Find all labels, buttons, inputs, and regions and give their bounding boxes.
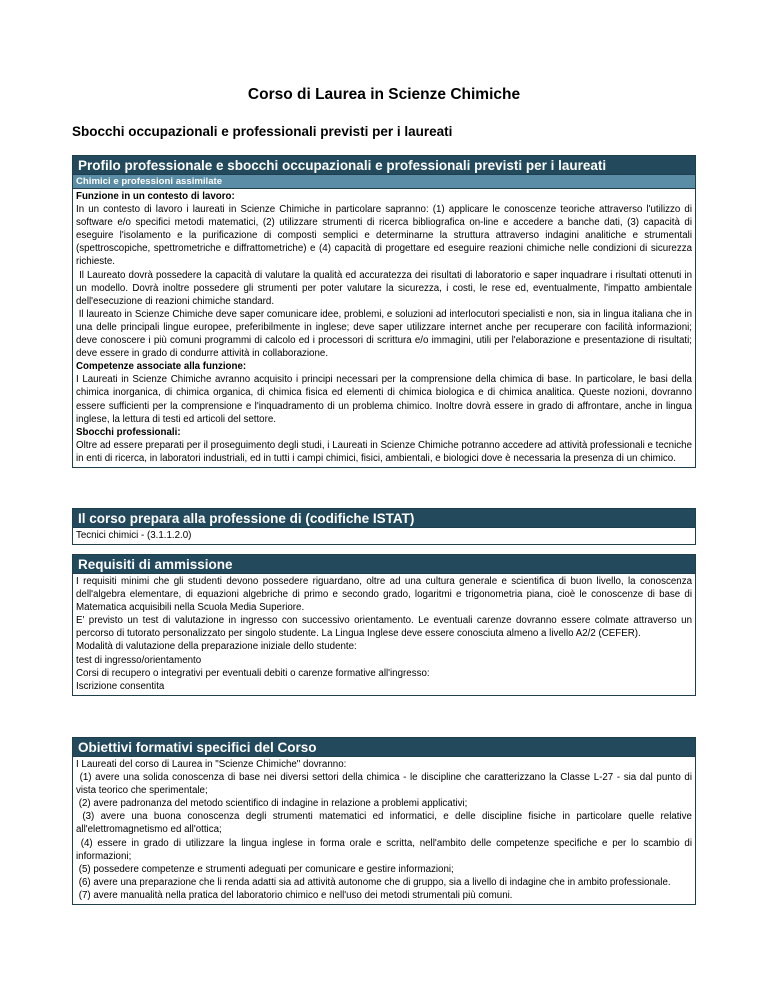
competenze-label: Competenze associate alla funzione: (76, 361, 247, 373)
obiettivi-body (73, 757, 695, 904)
profilo-body (73, 189, 695, 467)
requisiti-header: Requisiti di ammissione (73, 555, 695, 574)
obiettivi-section (72, 737, 696, 905)
obiettivi-item: (6) avere una preparazione che li renda adatti sia ad attività autonome che di gruppo, sia a livello di indagine che in ambito professionale. (78, 876, 671, 888)
istat-body (73, 528, 695, 544)
funzione-label: Funzione in un contesto di lavoro: (76, 191, 235, 202)
sbocchi-label: Sbocchi professionali: (76, 426, 181, 438)
profilo-section (72, 155, 696, 468)
obiettivi-item: (3) avere una buona conoscenza degli strumenti matematici ed informatici, e delle discipline fisiche in particolare quelle relative all'elettromagnetismo ed all'ottica; (76, 811, 692, 836)
istat-section (72, 508, 696, 545)
requisiti-line: I requisiti minimi che gli studenti devono possedere riguardano, oltre ad una cultura generale e scientifica di buon livello, la conoscenza dell'algebra elementare, di equazioni algebriche di primo e secondo grado, logaritmi e trigonometria piana, cioè le conoscenze di base di Matematica acquisibili nella Scuola Media Superiore. (76, 576, 692, 614)
funzione-paragraph-3: Il laureato in Scienze Chimiche deve saper comunicare idee, problemi, e soluzioni ad interlocutori specialisti e non, sia in lingua italiana che in una delle principali lingue europee, preferibilmente in inglese; deve saper utilizzare internet anche per recuperare con facilità informazioni; deve conoscere i più comuni programmi di calcolo ed i processori di scrittura e/o immagini, utili per l'elaborazione e presentazione di risultati; deve essere in grado di condurre attività in collaborazione. (76, 308, 692, 360)
requisiti-line: test di ingresso/orientamento (76, 654, 202, 666)
requisiti-line: E' previsto un test di valutazione in ingresso con successivo orientamento. Le eventuali carenze dovranno essere colmate attraverso un percorso di tutorato personalizzato per singolo studente. La Lingua Inglese deve essere conosciuta almeno a livello A2/2 (CEFER). (76, 615, 692, 640)
page-title: Corso di Laurea in Scienze Chimiche (247, 86, 521, 103)
obiettivi-intro: I Laureati del corso di Laurea in "Scienze Chimiche" dovranno: (76, 759, 347, 770)
requisiti-line: Iscrizione consentita (76, 680, 165, 692)
page-subtitle: Sbocchi occupazionali e professionali previsti per i laureati (72, 124, 453, 139)
obiettivi-item: (1) avere una solida conoscenza di base nei diversi settori della chimica - le discipline che caratterizzano la Classe L-27 - sia dal punto di vista teorico che sperimentale; (76, 772, 692, 797)
requisiti-body (73, 574, 695, 695)
obiettivi-item: (7) avere manualità nella pratica del laboratorio chimico e nell'uso dei metodi strumentali più comuni. (78, 889, 513, 901)
requisiti-line: Corsi di recupero o integrativi per eventuali debiti o carenze formative all'ingresso: (76, 667, 430, 679)
istat-code: Tecnici chimici - (3.1.1.2.0) (76, 530, 192, 541)
obiettivi-item: (4) essere in grado di utilizzare la lingua inglese in forma orale e scritta, nell'ambito delle competenze specifiche e per lo scambio di informazioni; (76, 837, 692, 862)
funzione-paragraph-2: Il Laureato dovrà possedere la capacità di valutare la qualità ed accuratezza dei risultati di laboratorio e saper inquadrare i risultati ottenuti in un modello. Dovrà inoltre possedere gli strumenti per poter valutare la sicurezza, i costi, le rese ed, eventualmente, l'impatto ambientale dell'esecuzione di reazioni chimiche standard. (76, 269, 692, 307)
funzione-paragraph: In un contesto di lavoro i laureati in Scienze Chimiche in particolare sapranno: (1) applicare le conoscenze teoriche attraverso l'utilizzo di software e/o specifici metodi matematici, (2) utilizzare strumenti di ricerca bibliografica on-line e accedere a banche dati, (3) capacità di eseguire l'isolamento e la purificazione di composti semplici e determinarne la struttura attraverso indagini analitiche e strumentali (spettroscopiche, spettrometriche e diffrattometriche) e (4) capacità di progettare ed eseguire reazioni chimiche nelle condizioni di sicurezza richieste. (76, 204, 692, 268)
requisiti-line: Modalità di valutazione della preparazione iniziale dello studente: (76, 641, 357, 653)
obiettivi-item: (5) possedere competenze e strumenti adeguati per comunicare e gestire informazioni; (78, 863, 454, 875)
competenze-paragraph: I Laureati in Scienze Chimiche avranno acquisito i principi necessari per la comprensione della chimica di base. In particolare, le basi della chimica inorganica, di chimica organica, di chimica fisica ed elementi di chimica biologica e di chimica analitica. Queste nozioni, dovranno essere sufficienti per la comprensione e l'inquadramento di un problema chimico. Inoltre dovrà essere in grado di affrontare, anche in lingua inglese, la lettura di testi ed articoli del settore. (76, 374, 692, 425)
profilo-header: Profilo professionale e sbocchi occupazionali e professionali previsti per i laureati (73, 156, 695, 175)
obiettivi-header: Obiettivi formativi specifici del Corso (73, 738, 695, 757)
obiettivi-item: (2) avere padronanza del metodo scientifico di indagine in relazione a problemi applicativi; (78, 798, 468, 810)
profilo-subheader: Chimici e professioni assimilate (73, 175, 695, 189)
sbocchi-paragraph: Oltre ad essere preparati per il proseguimento degli studi, i Laureati in Scienze Chimiche potranno accedere ad attività professionali e tecniche in enti di ricerca, in laboratori industriali, ed in tutti i campi chimici, fisici, ambientali, e biologici dove è necessaria la presenza di un chimico. (76, 439, 692, 464)
istat-header: Il corso prepara alla professione di (codifiche ISTAT) (73, 509, 695, 528)
requisiti-section (72, 554, 696, 696)
